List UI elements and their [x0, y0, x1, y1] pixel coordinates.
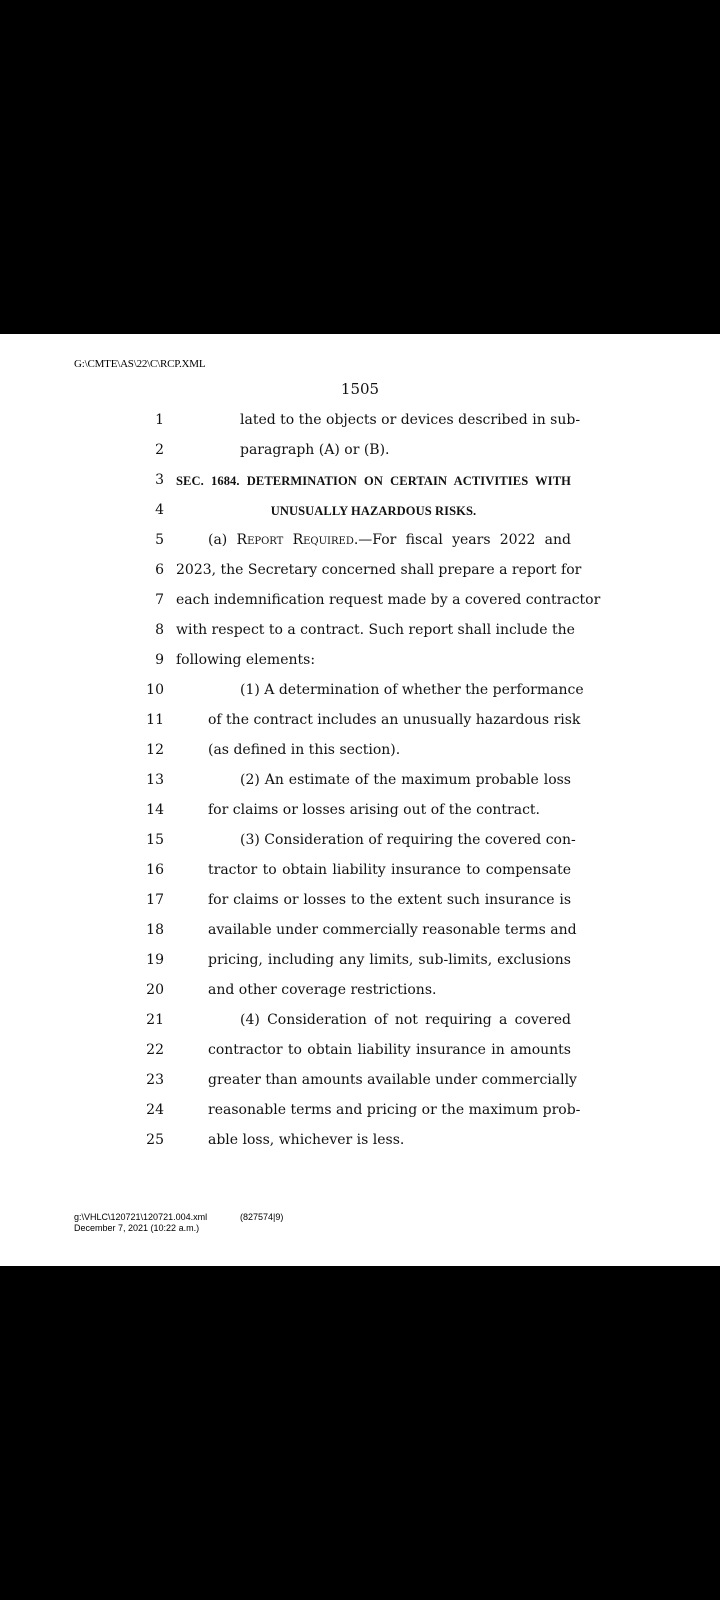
line-number: 10 [146, 682, 164, 698]
line-text: .—For fiscal years 2022 and [353, 532, 571, 548]
text-line [0, 862, 720, 892]
line-number: 23 [146, 1072, 164, 1088]
page-footer [74, 1212, 284, 1234]
line-text: and other coverage restrictions. [208, 982, 437, 998]
text-line [0, 592, 720, 622]
section-heading-line [0, 472, 720, 502]
line-number: 4 [155, 502, 164, 518]
line-number: 21 [146, 1012, 164, 1028]
line-text: following elements: [176, 652, 316, 668]
line-text: pricing, including any limits, sub-limits, exclusions [208, 952, 571, 968]
line-number: 5 [155, 532, 164, 548]
line-text: reasonable terms and pricing or the maximum prob- [208, 1102, 581, 1118]
line-number: 24 [146, 1102, 164, 1118]
subsection-label: (a) [208, 532, 237, 548]
line-text: each indemnification request made by a covered contractor [176, 592, 601, 608]
line-text: contractor to obtain liability insurance in amounts [208, 1042, 571, 1058]
section-heading: UNUSUALLY HAZARDOUS RISKS. [270, 504, 477, 518]
line-text: able loss, whichever is less. [208, 1132, 405, 1148]
line-number: 20 [146, 982, 164, 998]
text-line [0, 562, 720, 592]
line-text: for claims or losses arising out of the contract. [208, 802, 541, 818]
header-file-path: G:\CMTE\AS\22\C\RCP.XML [74, 358, 206, 370]
line-number: 16 [146, 862, 164, 878]
line-text: 2023, the Secretary concerned shall prepare a report for [176, 562, 582, 578]
text-line [0, 772, 720, 802]
text-line [0, 982, 720, 1012]
text-line [0, 682, 720, 712]
text-line [0, 892, 720, 922]
subsection-heading: Report Required [236, 532, 354, 548]
line-number: 3 [155, 472, 164, 488]
text-line [0, 652, 720, 682]
text-line [0, 1042, 720, 1072]
line-text: for claims or losses to the extent such insurance is [208, 892, 571, 908]
line-number: 7 [155, 592, 164, 608]
text-line [0, 712, 720, 742]
text-line [0, 1132, 720, 1162]
line-text: with respect to a contract. Such report shall include the [176, 622, 575, 638]
line-number: 8 [155, 622, 164, 638]
section-heading: SEC. 1684. DETERMINATION ON CERTAIN ACTIVITIES WITH [176, 474, 571, 488]
line-number: 9 [155, 652, 164, 668]
subsection-a-line [208, 532, 571, 548]
text-line [0, 532, 720, 562]
page-number: 1505 [340, 380, 380, 398]
line-text: paragraph (A) or (B). [240, 442, 390, 458]
text-line [0, 802, 720, 832]
line-number: 12 [146, 742, 164, 758]
text-line [0, 832, 720, 862]
text-line [0, 742, 720, 772]
text-line [0, 1072, 720, 1102]
line-number: 13 [146, 772, 164, 788]
line-text: lated to the objects or devices described in sub- [240, 412, 581, 428]
line-text: (3) Consideration of requiring the covered con- [240, 832, 576, 848]
text-line [0, 442, 720, 472]
line-text: greater than amounts available under commercially [208, 1072, 577, 1088]
text-line [0, 412, 720, 442]
line-number: 1 [155, 412, 164, 428]
line-text: (1) A determination of whether the performance [240, 682, 584, 698]
line-number: 22 [146, 1042, 164, 1058]
line-text: of the contract includes an unusually hazardous risk [208, 712, 581, 728]
text-line [0, 922, 720, 952]
text-line [0, 1102, 720, 1132]
footer-date: December 7, 2021 (10:22 a.m.) [74, 1223, 200, 1233]
line-number: 25 [146, 1132, 164, 1148]
line-number: 18 [146, 922, 164, 938]
section-heading-line [0, 502, 720, 532]
document-page [0, 334, 720, 1266]
line-number: 2 [155, 442, 164, 458]
line-number: 15 [146, 832, 164, 848]
text-line [0, 1012, 720, 1042]
line-text: (as defined in this section). [208, 742, 401, 758]
line-text: (4) Consideration of not requiring a covered [240, 1012, 571, 1028]
line-number: 17 [146, 892, 164, 908]
line-number: 6 [155, 562, 164, 578]
line-number: 14 [146, 802, 164, 818]
footer-file-path: g:\VHLC\120721\120721.004.xml [74, 1212, 208, 1222]
text-line [0, 952, 720, 982]
footer-code: (827574|9) [240, 1212, 284, 1222]
line-text: available under commercially reasonable terms and [208, 922, 577, 938]
line-number: 11 [146, 712, 164, 728]
line-text: tractor to obtain liability insurance to compensate [208, 862, 571, 878]
text-line [0, 622, 720, 652]
line-text: (2) An estimate of the maximum probable loss [240, 772, 571, 788]
line-number: 19 [146, 952, 164, 968]
